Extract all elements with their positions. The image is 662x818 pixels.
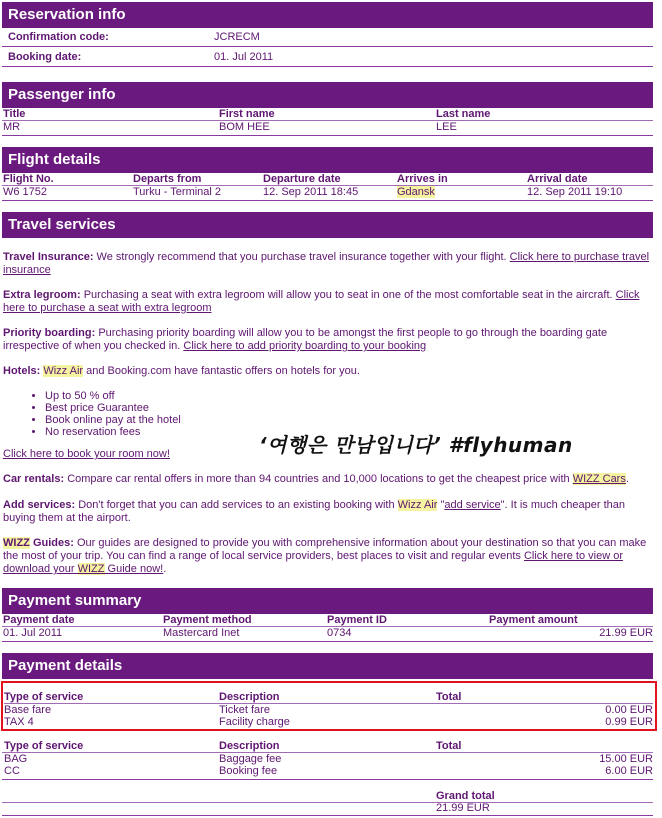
passenger-first-name: BOM HEE: [219, 121, 270, 133]
car-rentals-text: Car rentals: Compare car rental offers in more than 94 countries and 10,000 locations to get the cheapest price with WIZZ Cars.: [3, 473, 629, 485]
payment-summary-header: Payment summary: [2, 588, 653, 614]
divider: [2, 815, 653, 816]
table-row-description: Facility charge: [219, 716, 290, 728]
divider: [2, 802, 653, 803]
table-row-total: 15.00 EUR: [599, 753, 653, 765]
list-item: • Book online pay at the hotel: [45, 414, 181, 426]
table-row-description: Booking fee: [219, 765, 278, 777]
table-row-description: Ticket fare: [219, 704, 270, 716]
divider: [2, 46, 653, 47]
table-row-type: CC: [4, 765, 20, 777]
flight-departure-date: 12. Sep 2011 18:45: [263, 186, 359, 198]
table-row-type: Base fare: [4, 704, 52, 716]
divider: [2, 641, 653, 642]
details-col-total: Total: [436, 691, 462, 703]
booking-date-label: Booking date:: [8, 51, 82, 63]
details-col-type: Type of service: [4, 740, 84, 752]
flight-header: Flight details: [2, 147, 653, 173]
booking-date-value: 01. Jul 2011: [214, 51, 274, 63]
table-row-total: 0.99 EUR: [605, 716, 653, 728]
travel-insurance-link[interactable]: Click here to purchase travel insurance: [3, 251, 650, 276]
flight-departs: Turku - Terminal 2: [133, 186, 222, 198]
flight-col-arrives: Arrives in: [397, 173, 448, 185]
table-row-description: Baggage fee: [219, 753, 282, 765]
wizz-guides-text: WIZZ Guides: Our guides are designed to provide you with comprehensive information about your destination so that you can make the most of your trip. You can find a range of local service providers, best places to visit and regular events Click here to view or download your WIZZ Guide now!.: [3, 537, 647, 575]
table-row-total: 6.00 EUR: [605, 765, 653, 777]
grand-total-label: Grand total: [436, 790, 495, 802]
divider: [2, 200, 653, 201]
details-col-description: Description: [219, 740, 280, 752]
confirmation-label: Confirmation code:: [8, 31, 109, 43]
add-service-link[interactable]: add service: [444, 499, 501, 511]
extra-legroom-text: Extra legroom: Purchasing a seat with extra legroom will allow you to seat in one of the most comfortable seat in the aircraft. Click here to purchase a seat with extra legroom: [3, 289, 640, 314]
payment-id: 0734: [327, 627, 352, 639]
flight-arrives: Gdansk: [397, 186, 435, 198]
priority-boarding-text: Priority boarding: Purchasing priority boarding will allow you to be amongst the first people to go through the boarding gate irrespective of when you checked in. Click here to add priority boarding to your booking: [3, 327, 608, 352]
details-col-total: Total: [436, 740, 462, 752]
divider: [2, 135, 653, 136]
flight-arrival-date: 12. Sep 2011 19:10: [527, 186, 623, 198]
wizz-guide-link[interactable]: Click here to view or download your WIZZ Guide now!: [3, 550, 623, 575]
passenger-title: MR: [3, 121, 21, 133]
divider: [2, 120, 653, 121]
hotels-text: Hotels: Wizz Air and Booking.com have fantastic offers on hotels for you.: [3, 365, 360, 377]
summary-col-date: Payment date: [3, 614, 75, 626]
priority-boarding-link[interactable]: Click here to add priority boarding to your booking: [183, 340, 427, 352]
passenger-header: Passenger info: [2, 82, 653, 108]
confirmation-value: JCRECM: [214, 31, 260, 43]
summary-col-method: Payment method: [163, 614, 252, 626]
divider: [2, 66, 653, 67]
payment-details-header: Payment details: [2, 653, 653, 679]
divider: [2, 779, 653, 780]
flight-col-number: Flight No.: [3, 173, 54, 185]
payment-amount: 21.99 EUR: [599, 627, 653, 639]
travel-insurance-text: Travel Insurance: We strongly recommend that you purchase travel insurance together with your flight. Click here to purchase travel insurance: [3, 251, 650, 276]
list-item: • No reservation fees: [45, 426, 181, 438]
details-col-description: Description: [219, 691, 280, 703]
passenger-col-last-name: Last name: [436, 108, 491, 120]
table-row-total: 0.00 EUR: [605, 704, 653, 716]
flight-col-arrival-date: Arrival date: [527, 173, 588, 185]
flight-col-departure-date: Departure date: [263, 173, 341, 185]
passenger-col-first-name: First name: [219, 108, 275, 120]
flight-col-departs: Departs from: [133, 173, 202, 185]
watermark-text: ‘여행은 만남입니다’ #flyhuman: [259, 433, 573, 457]
book-room-link[interactable]: Click here to book your room now!: [3, 448, 170, 460]
flight-number: W6 1752: [3, 186, 48, 198]
payment-date: 01. Jul 2011: [3, 627, 63, 639]
table-row-type: BAG: [4, 753, 28, 765]
extra-legroom-link[interactable]: Click here to purchase a seat with extra legroom: [3, 289, 640, 314]
reservation-header: Reservation info: [2, 2, 653, 28]
wizz-cars-link[interactable]: WIZZ Cars: [572, 473, 626, 485]
summary-col-amount: Payment amount: [489, 614, 578, 626]
list-item: • Best price Guarantee: [45, 402, 181, 414]
hotel-benefits-list: [45, 390, 181, 438]
grand-total-value: 21.99 EUR: [436, 802, 490, 814]
details-col-type: Type of service: [4, 691, 84, 703]
services-header: Travel services: [2, 212, 653, 238]
summary-col-id: Payment ID: [327, 614, 387, 626]
payment-method: Mastercard Inet: [163, 627, 240, 639]
add-services-text: Add services: Don't forget that you can add services to an existing booking with Wizz Air "add service". It is much cheaper than buying them at the airport.: [3, 499, 625, 524]
passenger-col-title: Title: [3, 108, 26, 120]
table-row-type: TAX 4: [4, 716, 34, 728]
passenger-last-name: LEE: [436, 121, 457, 133]
list-item: • Up to 50 % off: [45, 390, 181, 402]
